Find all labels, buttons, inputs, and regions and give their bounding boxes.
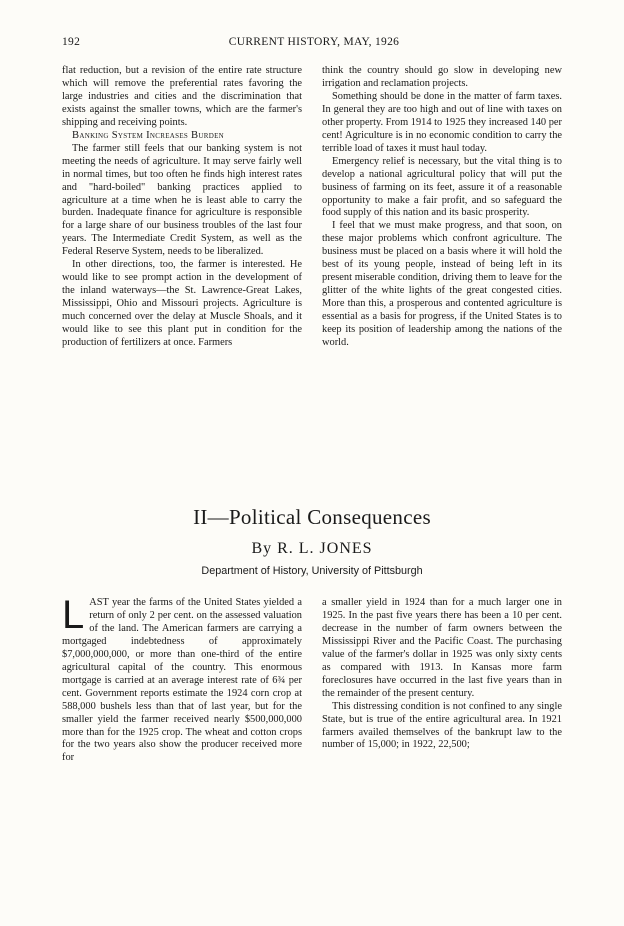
article-byline: By R. L. JONES — [251, 540, 373, 557]
author-department: Department of History, University of Pittsburgh — [201, 565, 423, 577]
paragraph — [62, 593, 302, 765]
paragraph: Emergency relief is necessary, but the vital thing is to develop a national agricultural policy that will put the business of farming on its feet, assure it of a reasonable opportunity to make a fair profit, and so safeguard the food supply of this nation and its basic prosperity. — [322, 155, 562, 219]
drop-cap: L — [62, 593, 85, 637]
paragraph-text: AST year the farms of the United States yielded a return of only 2 per cent. on the assessed valuation of the land. The American farmers are carrying a mortgaged indebtedness of approximately $7,000,000,000, or more than one-third of the entire agricultural capital of the country. This enormous mortgage is carried at an average interest rate of 6¾ per cent. Government reports estimate the 1924 corn crop at 588,000 bushels less than that of last year, but for the smaller yield the farmer received nearly $500,000,000 more than for the 1925 crop. The wheat and cotton crops for the two years also show the producer received more for — [62, 597, 302, 764]
paragraph: think the country should go slow in developing new irrigation and reclamation projects. — [322, 65, 562, 89]
bottom-right-column — [322, 597, 562, 752]
paragraph: In other directions, too, the farmer is interested. He would like to see prompt action in the development of the inland waterways—the St. Lawrence-Great Lakes, Mississippi, Ohio and Missouri projects. Agriculture is much concerned over the delay at Muscle Shoals, and it would like to see this plant put in condition for the production of fertilizers at once. Farmers — [62, 259, 302, 349]
paragraph: Something should be done in the matter of farm taxes. In general they are too high and out of line with taxes on other property. From 1914 to 1925 they increased 140 per cent! Agriculture is in no economic condition to carry the terrible load of taxes it must haul today. — [322, 90, 562, 154]
paragraph: flat reduction, but a revision of the entire rate structure which will remove the preferential rates favoring the large industries and cities and the discrimination that exists against the smaller towns, which are the farmer's shipping and receiving points. — [62, 65, 302, 128]
article-title: II—Political Consequences — [193, 505, 431, 529]
paragraph: a smaller yield in 1924 than for a much larger one in 1925. In the past five years there has been a 10 per cent. decrease in the number of farm owners between the Mississippi River and the Pacific Coast. The purchasing value of the farmer's dollar in 1925 was only sixty cents as compared with 1913. In Kansas more farm foreclosures have occurred in the last five years than in the remainder of the present century. — [322, 597, 562, 699]
page-number: 192 — [62, 36, 81, 48]
bottom-left-column — [62, 593, 302, 765]
paragraph: I feel that we must make progress, and that soon, on these major problems which confront agriculture. The business must be placed on a basis where it will hold the best of its young people, instead of being left in its present miserable condition, driving them to leave for the glitter of the white lights of the great congested cities. More than this, a prosperous and contented agriculture is essential as a basis for progress, if the United States is to keep its position of leadership among the nations of the world. — [322, 220, 562, 349]
top-right-column — [322, 65, 562, 350]
paragraph: The farmer still feels that our banking system is not meeting the needs of agriculture. It may serve fairly well in normal times, but too often he finds high interest rates and "hard-boiled" banking practices applied to agriculture at a time when he is least able to carry the burden. Inadequate finance for agriculture is responsible for a large share of our business troubles of the last four years. The Intermediate Credit System, as well as the Federal Reserve System, needs to be liberalized. — [62, 142, 302, 258]
top-left-column — [62, 65, 302, 350]
running-title: CURRENT HISTORY, MAY, 1926 — [228, 36, 400, 48]
section-subheading: Banking System Increases Burden — [72, 129, 225, 141]
paragraph: This distressing condition is not confined to any single State, but is true of the entire agricultural area. In 1921 farmers availed themselves of the bankrupt law to the number of 15,000; in 1922, 22,500; — [322, 700, 562, 751]
